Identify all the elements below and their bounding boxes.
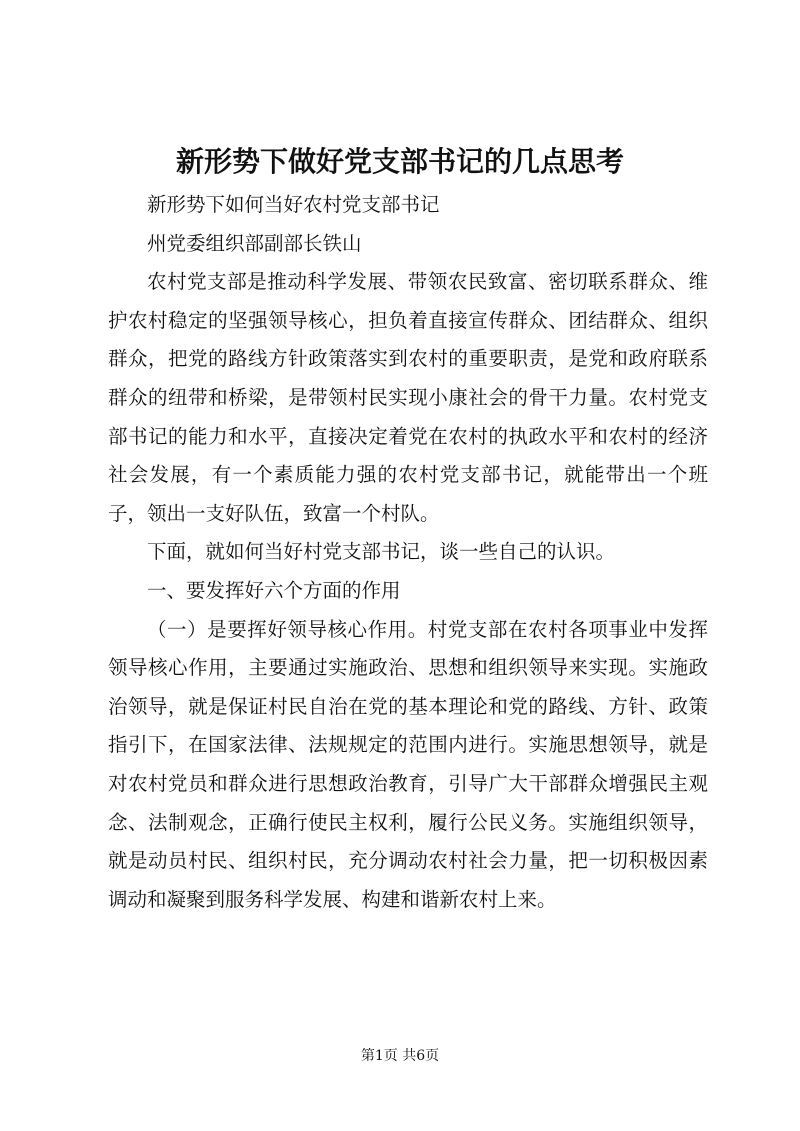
document-title: 新形势下做好党支部书记的几点思考 bbox=[175, 145, 624, 178]
paragraph-transition: 下面，就如何当好村党支部书记，谈一些自己的认识。 bbox=[147, 540, 616, 564]
paragraph-leadership-core: （一）是要挥好领导核心作用。村党支部在农村各项事业中发挥领导核心作用，主要通过实施政治、思想和组织领导来实现。实施政治领导，就是保证村民自治在党的基本理论和党的路线、方针、政策指引下，在国家法律、法规规定的范围内进行。实施思想领导，就是对农村党员和群众进行思想政治教育，引导广大干部群众增强民主观念、法制观念，正确行使民主权利，履行公民义务。实施组织领导，就是动员村民、组织村民，充分调动农村社会力量，把一切积极因素调动和凝聚到服务科学发展、构建和谐新农村上来。 bbox=[108, 617, 708, 911]
author-line: 州党委组织部副部长铁山 bbox=[147, 231, 362, 255]
section-heading: 一、要发挥好六个方面的作用 bbox=[147, 578, 401, 602]
document-body bbox=[108, 186, 708, 919]
paragraph-intro: 农村党支部是推动科学发展、带领农民致富、密切联系群众、维护农村稳定的坚强领导核心，担负着直接宣传群众、团结群众、组织群众，把党的路线方针政策落实到农村的重要职责，是党和政府联系群众的纽带和桥梁，是带领村民实现小康社会的骨干力量。农村党支部书记的能力和水平，直接决定着党在农村的执政水平和农村的经济社会发展，有一个素质能力强的农村党支部书记，就能带出一个班子，领出一支好队伍，致富一个村队。 bbox=[108, 270, 708, 525]
document-subtitle: 新形势下如何当好农村党支部书记 bbox=[147, 193, 440, 216]
page-number-footer: 第1页 共6页 bbox=[360, 1048, 440, 1064]
